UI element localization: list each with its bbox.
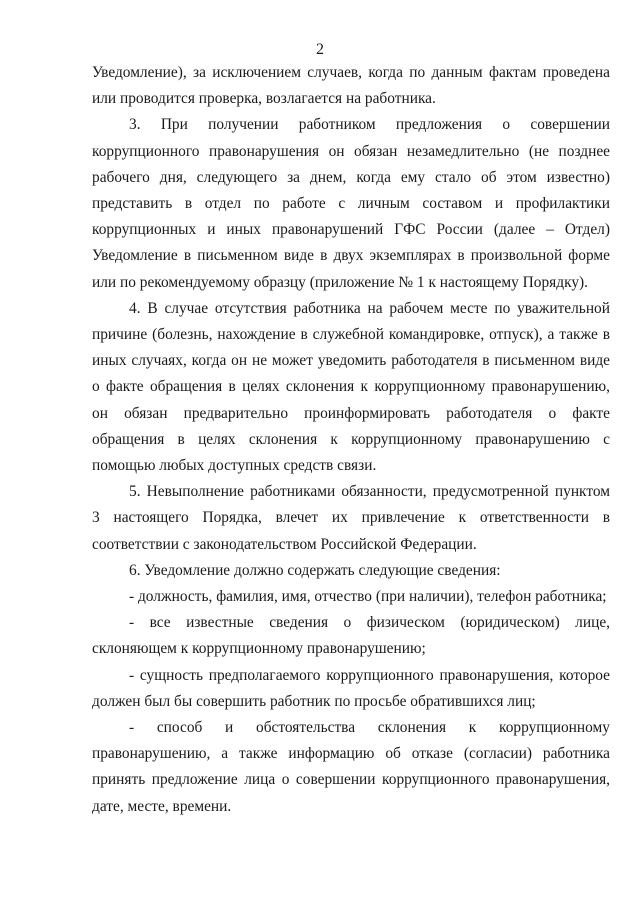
document-body <box>92 60 610 820</box>
list-item: - сущность предполагаемого коррупционного правонарушения, которое должен был бы совершить работник по просьбе обратившихся лиц; <box>92 666 610 710</box>
paragraph-item-5: 5. Невыполнение работниками обязанности, предусмотренной пунктом 3 настоящего Порядка, влечет их привлечение к ответственности в соответствии с законодательством Российской Федерации. <box>92 483 610 553</box>
paragraph-item-6: 6. Уведомление должно содержать следующие сведения: <box>129 561 501 579</box>
paragraph-item-4: 4. В случае отсутствия работника на рабочем месте по уважительной причине (болезнь, нахождение в служебной командировке, отпуск), а также в иных случаях, когда он не может уведомить работодателя в письменном виде о факте обращения в целях склонения к коррупционному правонарушению, он обязан предварительно проинформировать работодателя о факте обращения в целях склонения к коррупционному правонарушению с помощью любых доступных средств связи. <box>92 299 610 475</box>
paragraph-item-3: 3. При получении работником предложения о совершении коррупционного правонарушения он обязан незамедлительно (не позднее рабочего дня, следующего за днем, когда ему стало об этом известно) представить в отдел по работе с личным составом и профилактики коррупционных и иных правонарушений ГФС России (далее – Отдел) Уведомление в письменном виде в двух экземплярах в произвольной форме или по рекомендуемому образцу (приложение № 1 к настоящему Порядку). <box>92 116 610 291</box>
list-item: - все известные сведения о физическом (юридическом) лице, склоняющем к коррупционному правонарушению; <box>92 614 610 658</box>
list-item: - способ и обстоятельства склонения к коррупционному правонарушению, а также информацию об отказе (согласии) работника принять предложение лица о совершении коррупционного правонарушения, дате, месте, времени. <box>92 719 610 815</box>
page-number: 2 <box>316 41 324 58</box>
paragraph: Уведомление), за исключением случаев, когда по данным фактам проведена или проводится проверка, возлагается на работника. <box>92 64 610 108</box>
list-item: - должность, фамилия, имя, отчество (при наличии), телефон работника; <box>129 588 607 606</box>
